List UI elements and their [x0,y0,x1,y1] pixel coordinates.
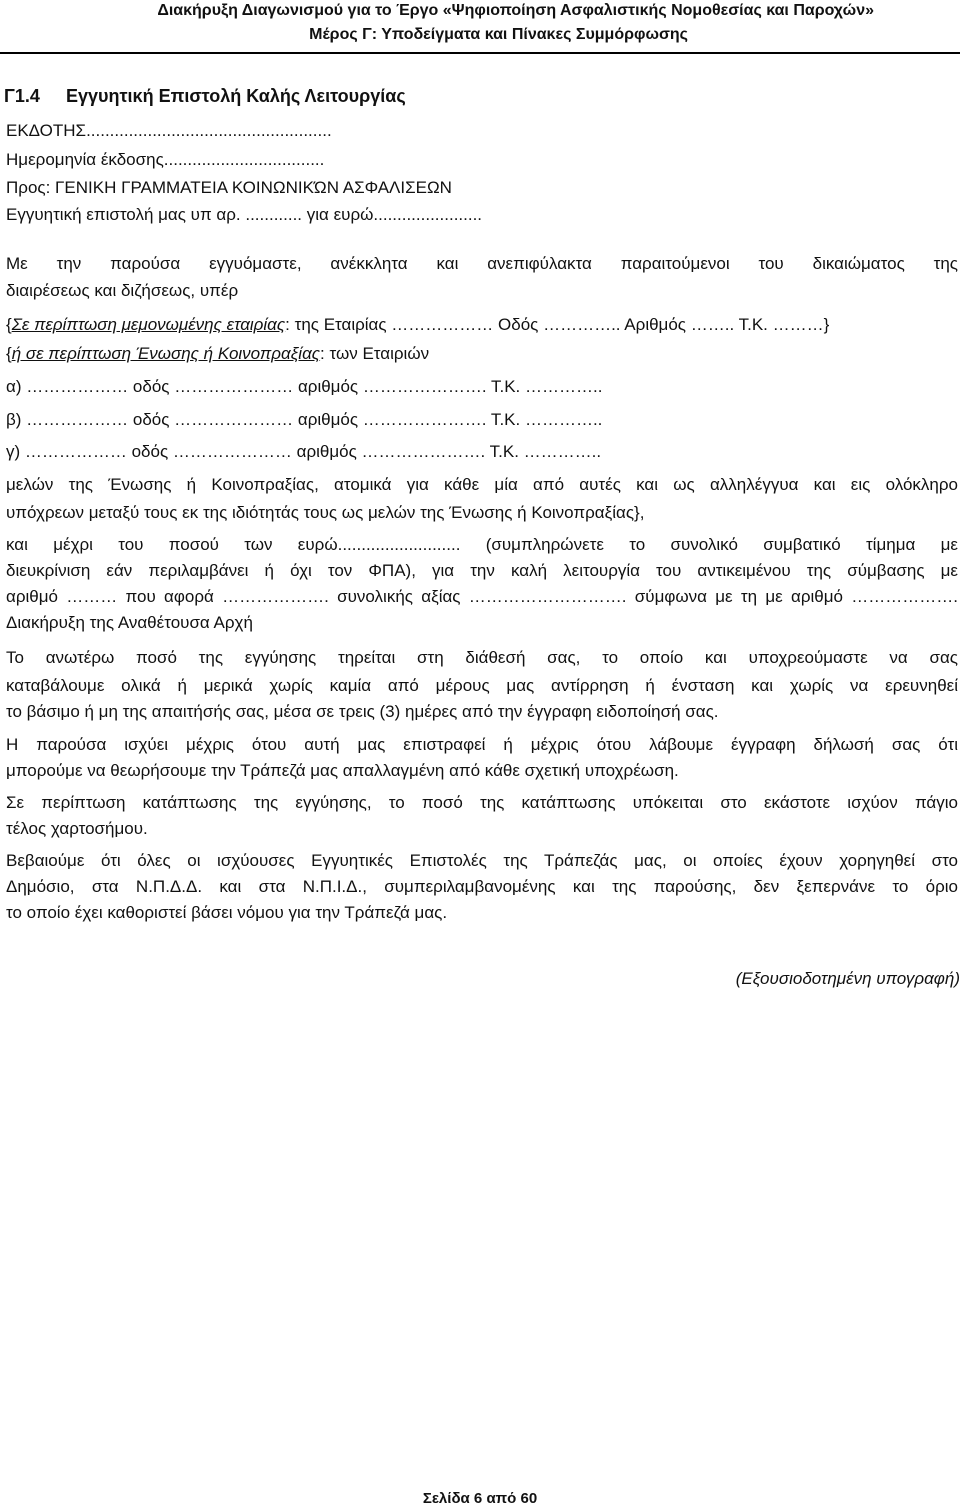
forfeit-paragraph-line1: Σε περίπτωση κατάπτωσης της εγγύησης, το ποσό της κατάπτωσης υπόκειται στο εκάστοτε ισχύον πάγιο [6,793,958,812]
disposal-paragraph-line1: Το ανωτέρω ποσό της εγγύησης τηρείται στη διάθεσή σας, το οποίο και υποχρεούμαστε να σας [6,648,958,667]
union-line [6,344,429,364]
forfeit-paragraph-line2: τέλος χαρτοσήμου. [6,819,148,838]
section-heading [4,86,406,107]
amount-paragraph-line2: διευκρίνιση εάν περιλαμβάνει ή όχι τον ΦΠΑ), για την καλή λειτουργία του αντικειμένου της σύμβασης με [6,561,958,580]
recipient-line: Προς: ΓΕΝΙΚΗ ΓΡΑΜΜΑΤΕΙΑ ΚΟΙΝΩΝΙΚΏΝ ΑΣΦΑΛΙΣΕΩΝ [6,178,452,197]
validity-paragraph-line1: Η παρούσα ισχύει μέχρις ότου αυτή μας επιστραφεί ή μέχρις ότου λάβουμε έγγραφη δήλωσή σας ότι [6,735,958,754]
union-label: ή σε περίπτωση Ένωσης ή Κοινοπραξίας [11,344,321,363]
authorized-signature: (Εξουσιοδοτημένη υπογραφή) [735,969,960,988]
single-company-line [6,315,829,335]
header-subtitle: Μέρος Γ: Υποδείγματα και Πίνακες Συμμόρφωσης [309,26,688,43]
page-number: Σελίδα 6 από 60 [422,1490,538,1507]
members-paragraph-line1: μελών της Ένωσης ή Κοινοπραξίας, ατομικά για κάθε μία από αυτές και ως αλληλέγγυα και εις ολόκληρο [6,475,958,494]
section-title: Εγγυητική Επιστολή Καλής Λειτουργίας [66,86,406,106]
brace-open: { [6,315,12,334]
guarantee-paragraph-line2: διαιρέσεως και διζήσεως, υπέρ [6,281,239,300]
member-b-line: β) ……………… οδός ………………… αριθμός …………………. Τ.Κ. ………….. [6,410,603,429]
amount-paragraph-line1: και μέχρι του ποσού των ευρώ.......................... (συμπληρώνετε το συνολικό συμβατικό τίμημα με [6,535,958,554]
guarantee-paragraph-line1: Με την παρούσα εγγυόμαστε, ανέκκλητα και ανεπιφύλακτα παραιτούμενοι του δικαιώματος της [6,254,958,273]
member-c-line: γ) ……………… οδός ………………… αριθμός …………………. Τ.Κ. ………….. [6,442,602,461]
amount-paragraph-line4: Διακήρυξη της Αναθέτουσα Αρχή [6,613,253,632]
brace-open: { [6,344,12,363]
issuer-line: ΕΚΔΟΤΗΣ.................................................... [6,121,332,140]
amount-paragraph-line3: αριθμό ……… που αφορά ………………. συνολικής αξίας ………………………. σύμφωνα με τη με αριθμό ………………. [6,587,958,606]
union-fields: : των Εταιριών [320,344,430,363]
single-company-fields: : της Εταιρίας ……………… Οδός ………….. Αριθμός …….. Τ.Κ. ………} [285,315,830,334]
member-a-line: α) ……………… οδός ………………… αριθμός …………………. Τ.Κ. ………….. [6,377,603,396]
page-footer [0,1490,960,1507]
section-number: Γ1.4 [4,86,40,106]
members-paragraph-line2: υπόχρεων μεταξύ τους εκ της ιδιότητάς τους ως μελών της Ένωσης ή Κοινοπραξίας}, [6,503,645,522]
header-title: Διακήρυξη Διαγωνισμού για το Έργο «Ψηφιοποίηση Ασφαλιστικής Νομοθεσίας και Παροχών» [157,2,874,19]
certify-paragraph-line2: Δημόσιο, στα Ν.Π.Δ.Δ. και στα Ν.Π.Ι.Δ., συμπεριλαμβανομένης και της παρούσης, δεν ξεπερνάνε το όριο [6,877,958,896]
single-company-label: Σε περίπτωση μεμονωμένης εταιρίας [11,315,286,334]
disposal-paragraph-line2: καταβάλουμε ολικά ή μερικά χωρίς καμία από μέρους μας αντίρρηση ή ένσταση και χωρίς να ερευνηθεί [6,676,958,695]
certify-paragraph-line3: το οποίο έχει καθοριστεί βάσει νόμου για την Τράπεζά μας. [6,903,448,922]
issue-date-line: Ημερομηνία έκδοσης.................................. [6,150,325,169]
disposal-paragraph-line3: το βάσιμο ή μη της απαιτήσής σας, μέσα σε τρεις (3) ημέρες από την έγγραφη ειδοποίησή σας. [6,702,719,721]
header-divider [0,52,960,54]
certify-paragraph-line1: Βεβαιούμε ότι όλες οι ισχύουσες Εγγυητικές Επιστολές της Τράπεζάς μας, οι οποίες έχουν χορηγηθεί στο [6,851,958,870]
validity-paragraph-line2: μπορούμε να θεωρήσουμε την Τράπεζά μας απαλλαγμένη από κάθε σχετική υποχρέωση. [6,761,679,780]
letter-number-line: Εγγυητική επιστολή μας υπ αρ. ............ για ευρώ....................... [6,205,483,224]
